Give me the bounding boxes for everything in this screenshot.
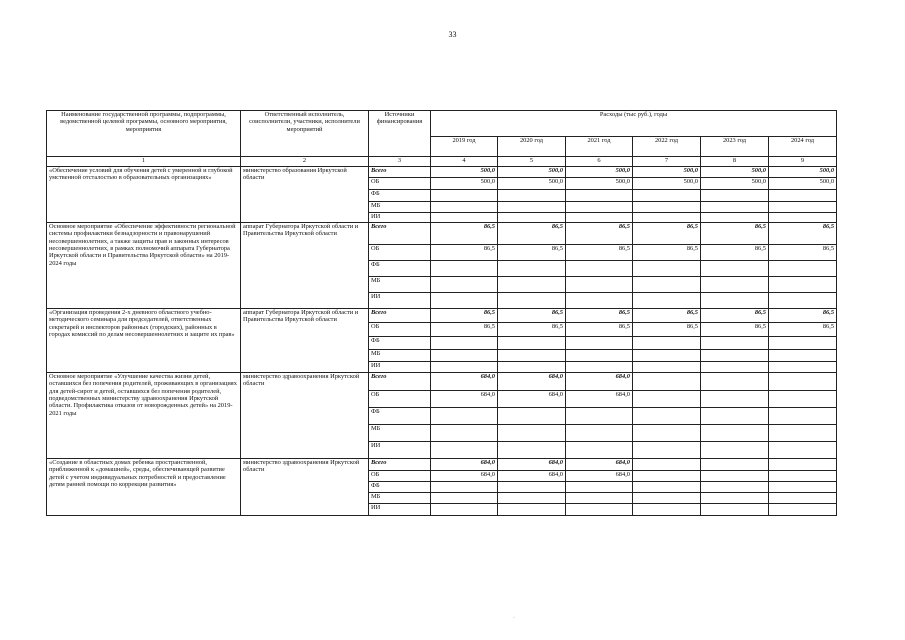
expense-value: 500,0 xyxy=(769,167,837,178)
funding-source: ОБ xyxy=(369,391,431,408)
expense-value xyxy=(633,471,701,482)
executor: аппарат Губернатора Иркутской области и Правительства Иркутской области xyxy=(241,309,369,373)
expense-value xyxy=(633,504,701,516)
expense-value xyxy=(633,293,701,309)
expense-value: 86,5 xyxy=(566,245,633,261)
column-number: 9 xyxy=(769,157,837,167)
funding-source: ИИ xyxy=(369,362,431,373)
expense-value xyxy=(633,442,701,459)
expense-value xyxy=(701,350,769,362)
expense-value xyxy=(498,504,566,516)
expense-value xyxy=(633,277,701,293)
expense-value xyxy=(769,190,837,202)
expense-value xyxy=(769,391,837,408)
expense-value xyxy=(431,425,498,442)
expense-value xyxy=(701,293,769,309)
expense-value: 86,5 xyxy=(498,309,566,323)
expense-value xyxy=(633,350,701,362)
expense-value: 86,5 xyxy=(431,223,498,245)
column-number: 4 xyxy=(431,157,498,167)
expense-value xyxy=(633,202,701,213)
expense-value: 684,0 xyxy=(498,459,566,471)
expense-value: 500,0 xyxy=(498,167,566,178)
expense-value: 86,5 xyxy=(498,323,566,337)
expense-value: 684,0 xyxy=(566,459,633,471)
executor: аппарат Губернатора Иркутской области и Правительства Иркутской области xyxy=(241,223,369,309)
expense-value: 86,5 xyxy=(498,245,566,261)
expense-value xyxy=(498,442,566,459)
table-row xyxy=(47,223,837,245)
expense-value xyxy=(769,350,837,362)
table-row xyxy=(47,309,837,323)
expense-value xyxy=(701,261,769,277)
expense-value xyxy=(769,442,837,459)
expense-value xyxy=(498,482,566,493)
measure-name: «Обеспечение условий для обучения детей с умеренной и глубокой умственной отсталостью в образовательных организациях» xyxy=(47,167,241,223)
expense-value xyxy=(498,190,566,202)
expense-value xyxy=(431,277,498,293)
funding-source: Всего xyxy=(369,223,431,245)
expense-value xyxy=(633,408,701,425)
funding-source: ИИ xyxy=(369,442,431,459)
expense-value xyxy=(566,337,633,350)
expense-value xyxy=(633,213,701,223)
expense-value: 500,0 xyxy=(633,178,701,190)
budget-table xyxy=(46,110,837,516)
expense-value: 86,5 xyxy=(498,223,566,245)
funding-source: ИИ xyxy=(369,504,431,516)
expense-value: 86,5 xyxy=(431,245,498,261)
header-expenses: Расходы (тыс руб.), годы xyxy=(431,111,837,137)
expense-value: 86,5 xyxy=(566,323,633,337)
expense-value xyxy=(769,425,837,442)
table-row xyxy=(47,167,837,178)
funding-source: МБ xyxy=(369,350,431,362)
expense-value xyxy=(431,350,498,362)
scan-mark: · xyxy=(513,615,515,621)
expense-value xyxy=(701,471,769,482)
expense-value xyxy=(498,493,566,504)
expense-value xyxy=(431,493,498,504)
expense-value: 86,5 xyxy=(769,323,837,337)
column-number: 2 xyxy=(241,157,369,167)
expense-value xyxy=(701,373,769,391)
expense-value xyxy=(431,337,498,350)
expense-value xyxy=(769,459,837,471)
expense-value xyxy=(566,504,633,516)
expense-value xyxy=(431,482,498,493)
expense-value: 86,5 xyxy=(633,323,701,337)
expense-value xyxy=(701,408,769,425)
expense-value xyxy=(566,261,633,277)
expense-value xyxy=(566,425,633,442)
expense-value xyxy=(633,362,701,373)
expense-value xyxy=(701,202,769,213)
expense-value xyxy=(769,493,837,504)
header-year: 2023 год xyxy=(701,137,769,157)
executor: министерство здравоохранения Иркутской области xyxy=(241,373,369,459)
expense-value xyxy=(566,202,633,213)
page-number: 33 xyxy=(448,30,457,39)
expense-value: 86,5 xyxy=(633,223,701,245)
expense-value xyxy=(431,202,498,213)
expense-value xyxy=(431,190,498,202)
funding-source: ОБ xyxy=(369,245,431,261)
expense-value xyxy=(769,213,837,223)
expense-value xyxy=(431,408,498,425)
funding-source: МБ xyxy=(369,202,431,213)
expense-value xyxy=(769,408,837,425)
expense-value xyxy=(431,293,498,309)
expense-value: 684,0 xyxy=(498,373,566,391)
expense-value: 86,5 xyxy=(769,309,837,323)
expense-value xyxy=(769,337,837,350)
header-executor: Ответственный исполнитель, соисполнители, участники, исполнители мероприятий xyxy=(241,111,369,157)
column-number: 3 xyxy=(369,157,431,167)
expense-value xyxy=(701,277,769,293)
funding-source: МБ xyxy=(369,425,431,442)
column-number: 7 xyxy=(633,157,701,167)
funding-source: ОБ xyxy=(369,323,431,337)
expense-value xyxy=(633,482,701,493)
expense-value xyxy=(566,362,633,373)
funding-source: ФБ xyxy=(369,337,431,350)
funding-source: Всего xyxy=(369,309,431,323)
expense-value: 684,0 xyxy=(431,459,498,471)
table-row xyxy=(47,373,837,391)
expense-value xyxy=(431,213,498,223)
expense-value: 86,5 xyxy=(701,245,769,261)
column-number: 5 xyxy=(498,157,566,167)
expense-value: 684,0 xyxy=(566,373,633,391)
expense-value xyxy=(498,277,566,293)
funding-source: Всего xyxy=(369,459,431,471)
funding-source: ФБ xyxy=(369,261,431,277)
expense-value xyxy=(701,459,769,471)
expense-value: 500,0 xyxy=(431,167,498,178)
expense-value xyxy=(566,408,633,425)
measure-name: «Организация проведения 2-х дневного областного учебно-методического семинара для председателей, ответственных секретарей и инспекторов районных (городских), районных в городах комиссий по делам несовершеннолетних и защите их прав» xyxy=(47,309,241,373)
expense-value xyxy=(566,277,633,293)
expense-value: 86,5 xyxy=(566,223,633,245)
expense-value: 684,0 xyxy=(498,471,566,482)
expense-value: 500,0 xyxy=(633,167,701,178)
expense-value xyxy=(498,261,566,277)
executor: министерство здравоохранения Иркутской области xyxy=(241,459,369,516)
expense-value xyxy=(701,482,769,493)
expense-value xyxy=(431,442,498,459)
expense-value: 684,0 xyxy=(431,471,498,482)
expense-value: 684,0 xyxy=(566,471,633,482)
expense-value: 86,5 xyxy=(633,309,701,323)
expense-value: 500,0 xyxy=(701,178,769,190)
expense-value: 86,5 xyxy=(701,309,769,323)
expense-value xyxy=(769,504,837,516)
expense-value xyxy=(701,442,769,459)
column-number-row xyxy=(47,157,837,167)
expense-value xyxy=(431,362,498,373)
expense-value xyxy=(701,362,769,373)
expense-value xyxy=(431,504,498,516)
expense-value xyxy=(701,213,769,223)
expense-value xyxy=(566,213,633,223)
expense-value: 500,0 xyxy=(498,178,566,190)
expense-value xyxy=(769,261,837,277)
expense-value xyxy=(701,337,769,350)
column-number: 1 xyxy=(47,157,241,167)
expense-value: 500,0 xyxy=(701,167,769,178)
expense-value xyxy=(769,471,837,482)
expense-value: 86,5 xyxy=(431,309,498,323)
expense-value: 86,5 xyxy=(769,223,837,245)
measure-name: «Создание в областных домах ребенка пространственной, приближенной к «домашней», среды, обеспечивающей развитие детей с учетом индивидуальных потребностей и предоставление детям ранней помощи по коррекции развития» xyxy=(47,459,241,516)
expense-value xyxy=(701,391,769,408)
expense-value: 684,0 xyxy=(431,373,498,391)
expense-value xyxy=(633,459,701,471)
expense-value: 86,5 xyxy=(701,223,769,245)
funding-source: ОБ xyxy=(369,178,431,190)
expense-value: 500,0 xyxy=(769,178,837,190)
expense-value: 684,0 xyxy=(566,391,633,408)
header-name: Наименование государственной программы, подпрограммы, ведомственной целевой программы, основного мероприятия, мероприятия xyxy=(47,111,241,157)
expense-value xyxy=(498,408,566,425)
expense-value xyxy=(633,391,701,408)
expense-value: 500,0 xyxy=(431,178,498,190)
expense-value xyxy=(701,504,769,516)
expense-value: 86,5 xyxy=(566,309,633,323)
funding-source: ФБ xyxy=(369,408,431,425)
expense-value xyxy=(769,482,837,493)
expense-value xyxy=(701,493,769,504)
expense-value xyxy=(566,482,633,493)
funding-source: МБ xyxy=(369,277,431,293)
header-source: Источники финансирования xyxy=(369,111,431,157)
expense-value xyxy=(498,362,566,373)
expense-value xyxy=(769,202,837,213)
expense-value xyxy=(633,261,701,277)
expense-value: 86,5 xyxy=(633,245,701,261)
expense-value xyxy=(566,190,633,202)
measure-name: Основное мероприятие «Улучшение качества жизни детей, оставшихся без попечения родителей, проживающих в организациях для детей-сирот и детей, оставшихся без попечения родителей, подведомственных министерству здравоохранения Иркутской области. Профилактика отказов от новорожденных детей» на 2019-2021 годы xyxy=(47,373,241,459)
header-year: 2022 год xyxy=(633,137,701,157)
expense-value: 684,0 xyxy=(431,391,498,408)
expense-value xyxy=(701,190,769,202)
expense-value xyxy=(769,277,837,293)
expense-value xyxy=(769,373,837,391)
expense-value xyxy=(701,425,769,442)
expense-value xyxy=(498,337,566,350)
expense-value xyxy=(633,493,701,504)
funding-source: ИИ xyxy=(369,213,431,223)
header-year: 2020 год xyxy=(498,137,566,157)
header-year: 2019 год xyxy=(431,137,498,157)
funding-source: ФБ xyxy=(369,190,431,202)
funding-source: Всего xyxy=(369,373,431,391)
header-year: 2024 год xyxy=(769,137,837,157)
expense-value xyxy=(633,425,701,442)
funding-source: Всего xyxy=(369,167,431,178)
column-number: 8 xyxy=(701,157,769,167)
expense-value xyxy=(498,202,566,213)
expense-value xyxy=(566,293,633,309)
expense-value xyxy=(566,442,633,459)
expense-value: 684,0 xyxy=(498,391,566,408)
expense-value xyxy=(498,425,566,442)
expense-value: 500,0 xyxy=(566,167,633,178)
expense-value xyxy=(566,350,633,362)
expense-value: 500,0 xyxy=(566,178,633,190)
column-number: 6 xyxy=(566,157,633,167)
header-year: 2021 год xyxy=(566,137,633,157)
executor: министерство образования Иркутской области xyxy=(241,167,369,223)
expense-value xyxy=(498,350,566,362)
funding-source: МБ xyxy=(369,493,431,504)
expense-value xyxy=(633,373,701,391)
expense-value xyxy=(633,337,701,350)
funding-source: ОБ xyxy=(369,471,431,482)
expense-value xyxy=(498,213,566,223)
expense-value xyxy=(431,261,498,277)
expense-value xyxy=(566,493,633,504)
expense-value xyxy=(633,190,701,202)
table-row xyxy=(47,459,837,471)
funding-source: ИИ xyxy=(369,293,431,309)
expense-value: 86,5 xyxy=(431,323,498,337)
expense-value xyxy=(769,362,837,373)
funding-source: ФБ xyxy=(369,482,431,493)
expense-value: 86,5 xyxy=(701,323,769,337)
expense-value: 86,5 xyxy=(769,245,837,261)
expense-value xyxy=(498,293,566,309)
measure-name: Основное мероприятие «Обеспечение эффективности региональной системы профилактики безнадзорности и правонарушений несовершеннолетних, а также защиты прав и законных интересов несовершеннолетних, в рамках полномочий аппарата Губернатора Иркутской области и Правительства Иркутской области» на 2019-2024 годы xyxy=(47,223,241,309)
expense-value xyxy=(769,293,837,309)
